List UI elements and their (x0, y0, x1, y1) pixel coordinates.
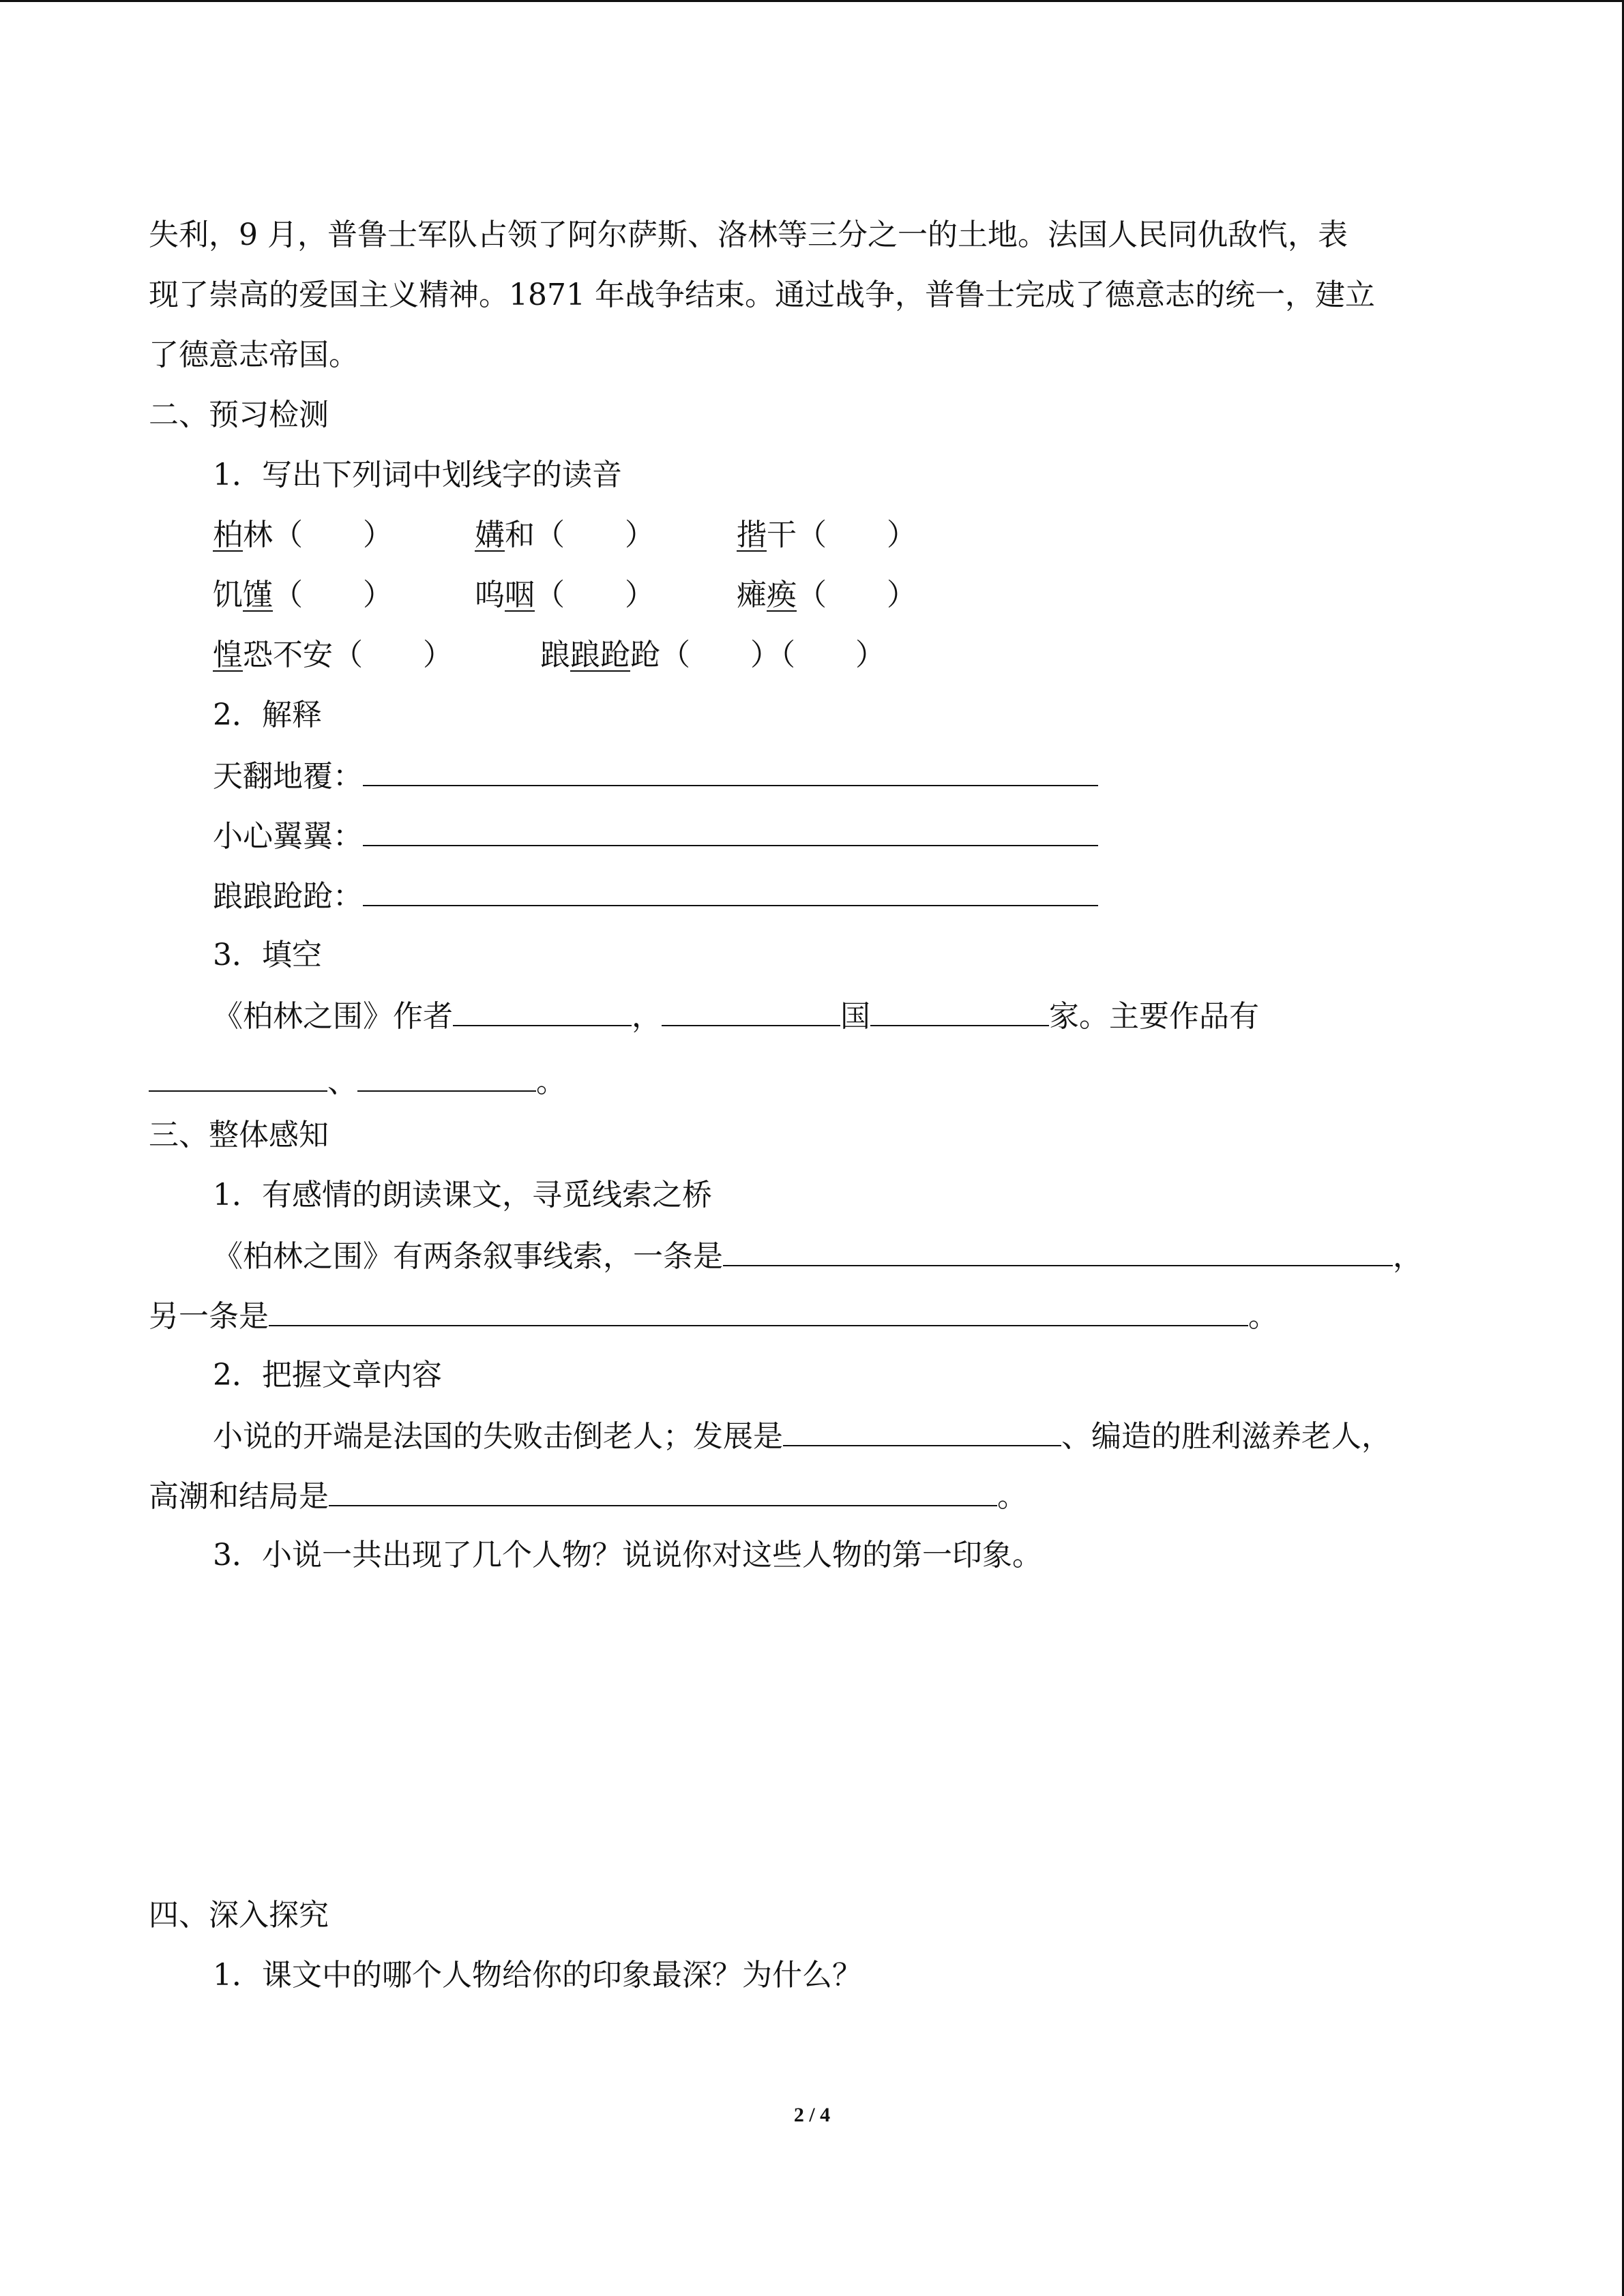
page-border-top (0, 0, 1624, 2)
answer-blank[interactable] (269, 1295, 1248, 1326)
section-2-heading: 二、预习检测 (149, 398, 329, 432)
explain-item-3: 踉踉跄跄： (213, 875, 1098, 916)
question-2-1: 1．写出下列词中划线字的读音 (213, 458, 622, 492)
pinyin-item-huangkong: 惶恐不安（ ） (213, 638, 453, 672)
explain-item-1: 天翻地覆： (213, 755, 1098, 796)
fill-line-1: 《柏林之围》作者 ， 国 家。主要作品有 (213, 995, 1259, 1036)
content-line-2: 高潮和结局是 。 (149, 1475, 1027, 1516)
section-4-heading: 四、深入探究 (149, 1898, 329, 1933)
content-line-1: 小说的开端是法国的失败击倒老人；发展是 、编造的胜利滋养老人， (213, 1415, 1391, 1456)
pinyin-item-gouhe: 媾和（ ） (475, 518, 655, 552)
question-3-2: 2．把握文章内容 (213, 1358, 442, 1392)
answer-blank[interactable] (662, 995, 840, 1026)
pinyin-item-tanhuan: 瘫痪（ ） (737, 578, 917, 612)
answer-blank[interactable] (149, 1060, 327, 1092)
section-3-heading: 三、整体感知 (149, 1118, 329, 1152)
intro-line-1: 失利，9 月，普鲁士军队占领了阿尔萨斯、洛林等三分之一的土地。法国人民同仇敌忾，表 (149, 218, 1348, 252)
clue-line-1: 《柏林之围》有两条叙事线索，一条是 ， (213, 1235, 1423, 1276)
intro-line-3: 了德意志帝国。 (149, 338, 359, 372)
page-number: 2 / 4 (793, 2104, 831, 2126)
question-2-3: 3．填空 (213, 938, 322, 972)
pinyin-item-bailin: 柏林（ ） (213, 518, 393, 552)
answer-blank[interactable] (363, 815, 1098, 846)
pinyin-item-jijin: 饥馑（ ） (213, 578, 393, 612)
pinyin-item-liangqiang: 踉踉跄跄（ ）（ ） (540, 638, 885, 672)
pinyin-item-kaigan: 揩干（ ） (737, 518, 917, 552)
pinyin-item-wuye: 呜咽（ ） (475, 578, 655, 612)
question-2-2: 2．解释 (213, 698, 322, 732)
answer-blank[interactable] (363, 875, 1098, 906)
answer-blank[interactable] (357, 1060, 536, 1092)
answer-blank[interactable] (453, 995, 632, 1026)
answer-blank[interactable] (783, 1415, 1061, 1446)
clue-line-2: 另一条是 。 (149, 1295, 1278, 1336)
question-3-1: 1．有感情的朗读课文，寻觅线索之桥 (213, 1178, 712, 1212)
question-4-1: 1．课文中的哪个人物给你的印象最深？为什么？ (213, 1958, 862, 1993)
fill-line-2: 、 。 (149, 1060, 566, 1101)
answer-blank[interactable] (363, 755, 1098, 786)
explain-item-2: 小心翼翼： (213, 815, 1098, 856)
answer-blank[interactable] (870, 995, 1049, 1026)
answer-blank[interactable] (723, 1235, 1393, 1266)
answer-blank[interactable] (329, 1475, 997, 1506)
intro-line-2: 现了崇高的爱国主义精神。1871 年战争结束。通过战争，普鲁士完成了德意志的统一，建立 (149, 278, 1375, 312)
question-3-3: 3．小说一共出现了几个人物？说说你对这些人物的第一印象。 (213, 1538, 1042, 1572)
